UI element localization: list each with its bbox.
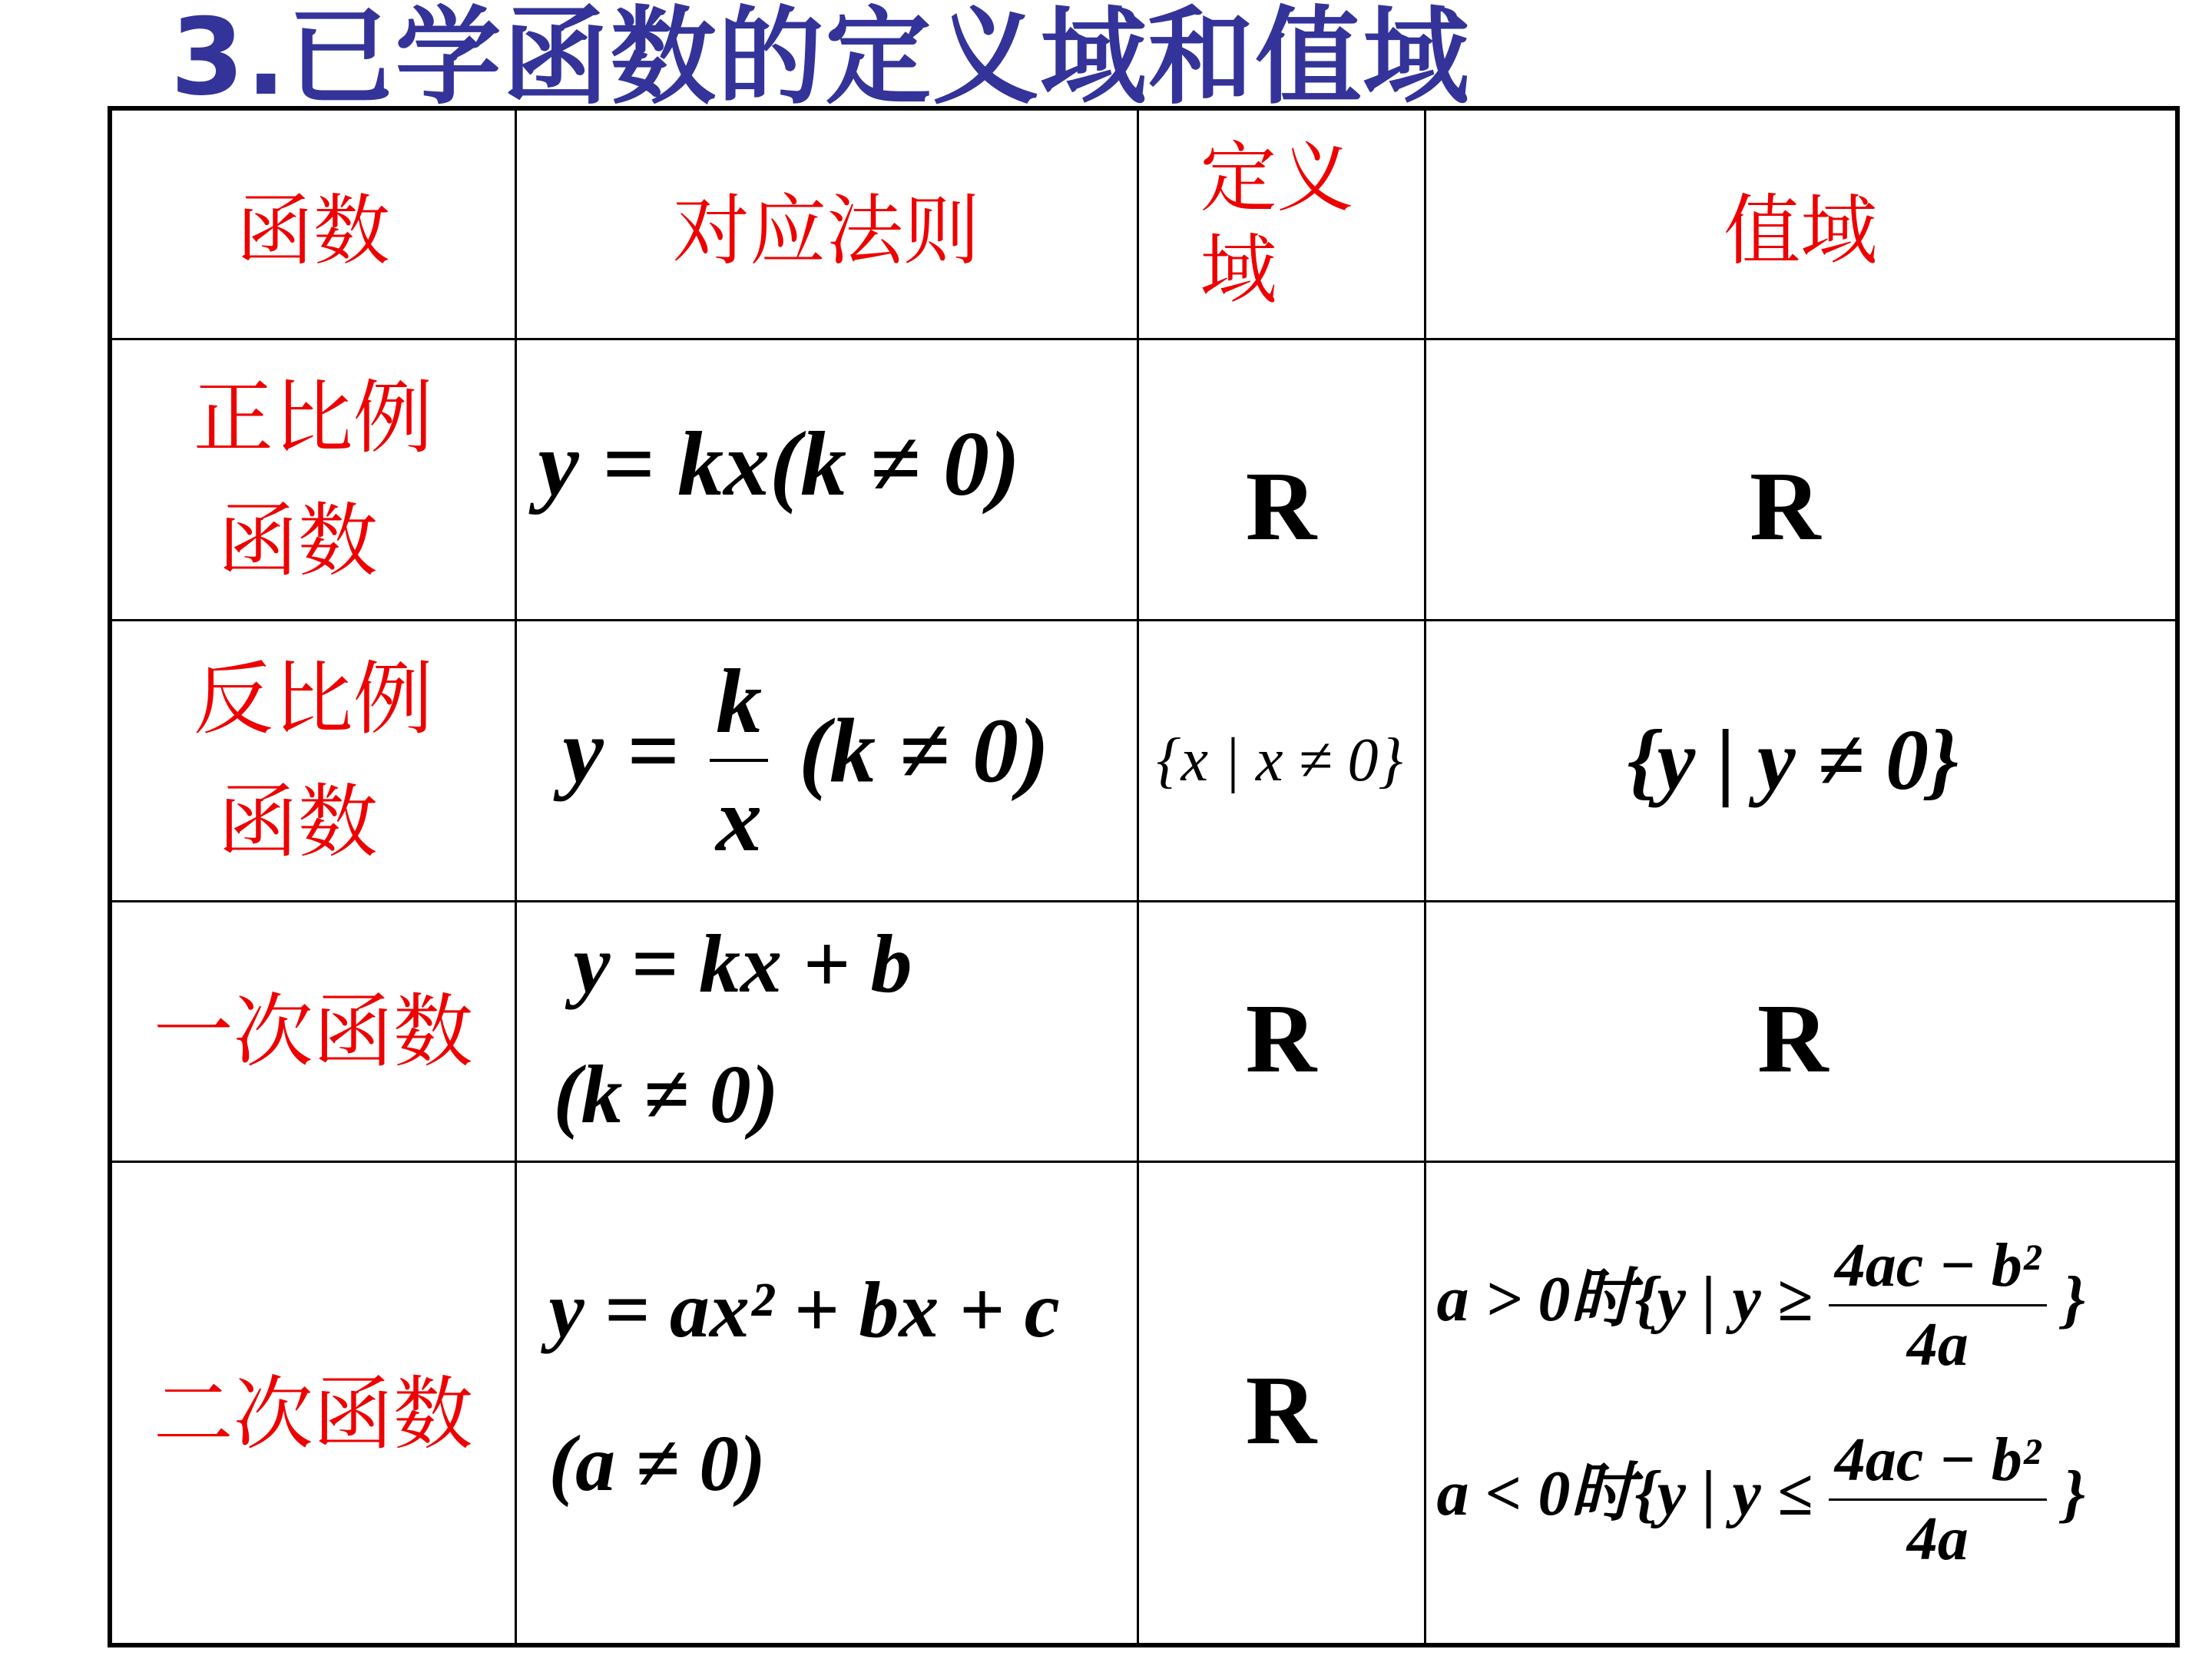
range-cell bbox=[1425, 339, 2177, 620]
range-value: R bbox=[1750, 451, 1821, 561]
header-function: 函数 bbox=[110, 108, 515, 339]
row-label: 反比例 函数 bbox=[110, 620, 515, 901]
domain-value: R bbox=[1245, 984, 1317, 1093]
row-label: 二次函数 bbox=[110, 1161, 515, 1645]
rule-formula: y = kx + b (k ≠ 0) bbox=[553, 918, 912, 1141]
header-rule: 对应法则 bbox=[515, 108, 1137, 339]
rule-formula: y = $\frac{k}{x}$ (k ≠ 0) bbox=[517, 644, 1137, 877]
header-domain bbox=[1137, 108, 1425, 339]
rule-cell bbox=[515, 339, 1137, 620]
range-fraction: $\frac{\text{4ac − b²}}{4a}$ bbox=[1829, 1227, 2047, 1383]
range-case-negative: a < 0时{y | y ≤ $\frac{\text{4ac − b²}}{4a}$ } bbox=[1437, 1422, 2176, 1578]
range-cell bbox=[1425, 1161, 2177, 1645]
row-label: 正比例 函数 bbox=[110, 339, 515, 620]
table-row-inverse-proportion bbox=[110, 620, 2177, 901]
domain-value: {x | x ≠ 0} bbox=[1156, 726, 1403, 794]
domain-cell bbox=[1137, 339, 1425, 620]
header-domain-line1: 定义 bbox=[1200, 132, 1354, 223]
domain-value: R bbox=[1245, 1355, 1317, 1465]
range-cell bbox=[1425, 620, 2177, 901]
page-title: 3.已学函数的定义域和值域 bbox=[171, 0, 1471, 119]
fraction: $\frac{k}{x}$ bbox=[710, 644, 768, 877]
rule-cell bbox=[515, 1161, 1137, 1645]
table-row-direct-proportion bbox=[110, 339, 2177, 620]
rule-formula: y = ax² + bx + c (a ≠ 0) bbox=[548, 1266, 1060, 1508]
header-range: 值域 bbox=[1425, 108, 2177, 339]
domain-value: R bbox=[1245, 451, 1317, 561]
range-cell bbox=[1425, 901, 2177, 1161]
rule-cell bbox=[515, 620, 1137, 901]
row-label: 一次函数 bbox=[110, 901, 515, 1161]
domain-cell bbox=[1137, 620, 1425, 901]
rule-cell bbox=[515, 901, 1137, 1161]
rule-formula: y = kx(k ≠ 0) bbox=[538, 412, 1020, 515]
table-row-linear bbox=[110, 901, 2177, 1161]
header-domain-line2: 域 bbox=[1200, 224, 1277, 315]
range-fraction: $\frac{\text{4ac − b²}}{4a}$ bbox=[1829, 1422, 2047, 1578]
domain-cell bbox=[1137, 901, 1425, 1161]
header-row bbox=[110, 108, 2177, 339]
table-row-quadratic bbox=[110, 1161, 2177, 1645]
domain-cell bbox=[1137, 1161, 1425, 1645]
function-table bbox=[108, 106, 2180, 1647]
range-case-positive: a > 0时{y | y ≥ $\frac{\text{4ac − b²}}{4a}$ } bbox=[1437, 1227, 2176, 1383]
range-value: R bbox=[1757, 984, 1829, 1093]
range-piecewise bbox=[1426, 1227, 2176, 1578]
range-value: {y | y ≠ 0} bbox=[1627, 712, 1959, 808]
